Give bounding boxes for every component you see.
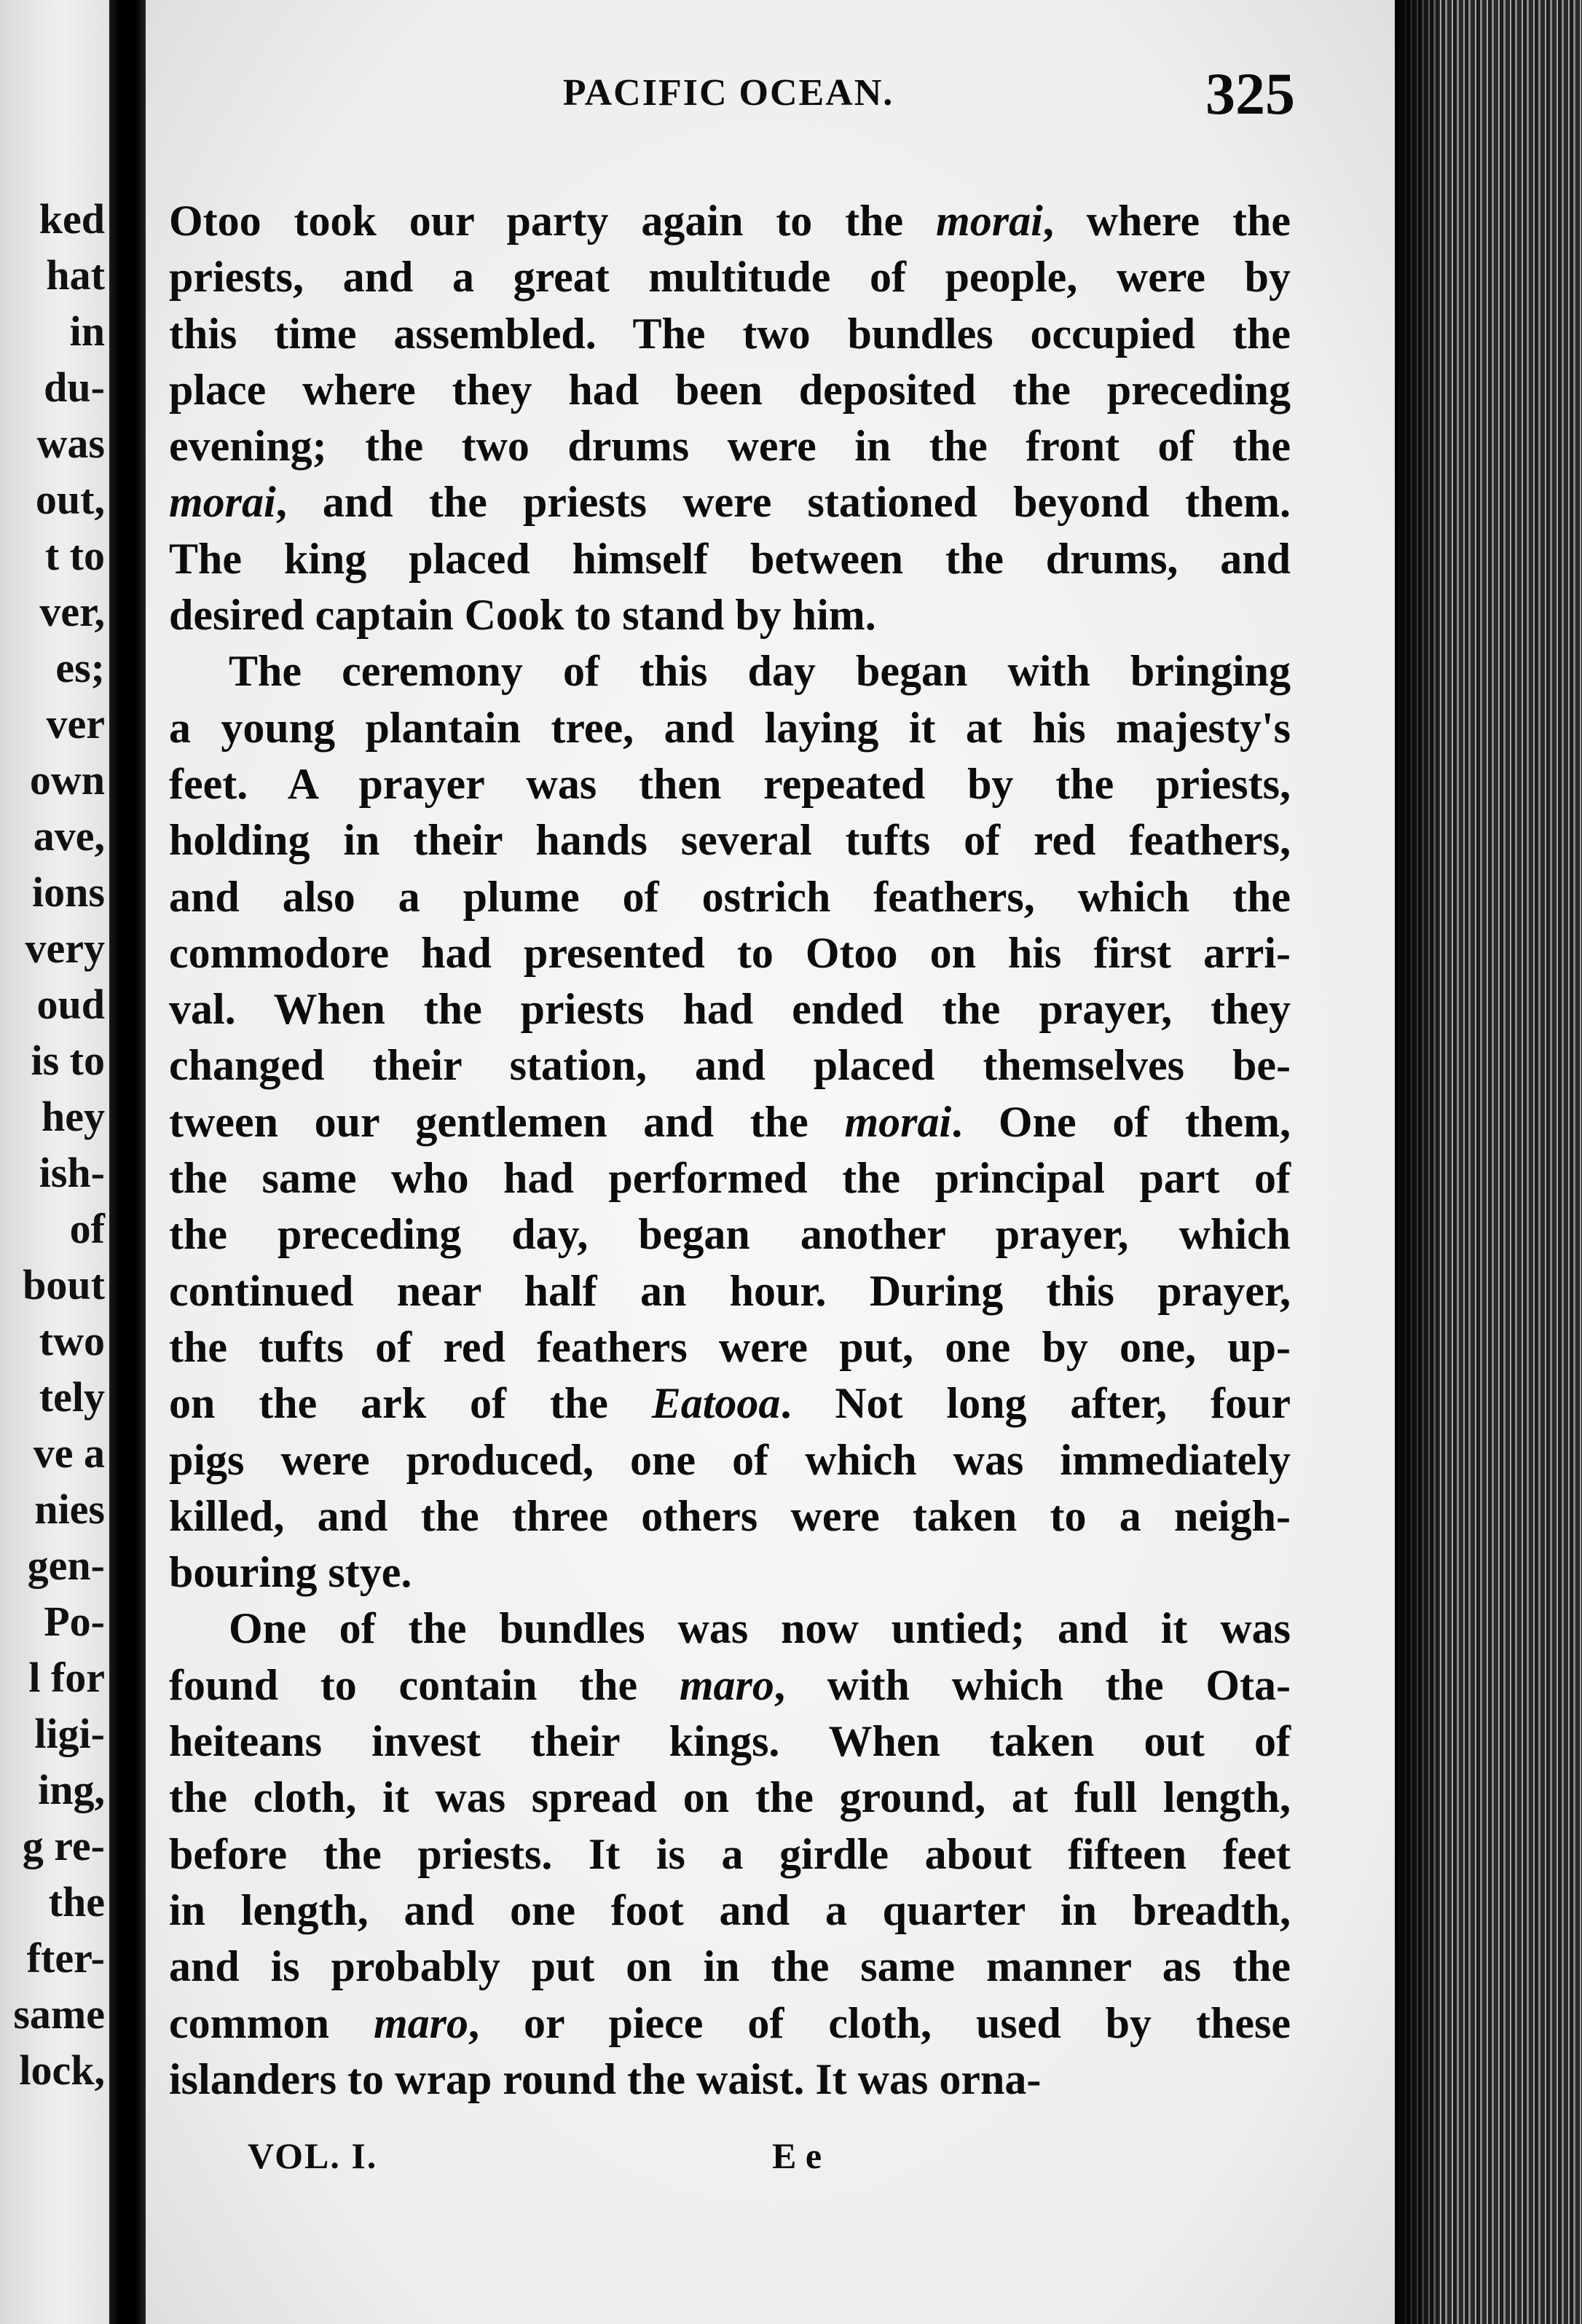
text-segment: priests, and a great multitude of people, were by: [169, 253, 1291, 302]
left-page-fragment: l for: [28, 1654, 105, 1701]
text-segment: . Not long after, four: [780, 1379, 1291, 1428]
text-line: [169, 1037, 1291, 1094]
text-line: [169, 812, 1291, 868]
left-page-fragment: t to: [44, 532, 105, 579]
left-page-fragment: very: [25, 925, 105, 972]
italic-term: morai: [936, 197, 1043, 245]
text-segment: the tufts of red feathers were put, one by one, up-: [169, 1322, 1291, 1371]
text-line: [169, 925, 1291, 981]
left-page-fragment: oud: [36, 981, 105, 1028]
text-segment: the preceding day, began another prayer, which: [169, 1210, 1291, 1259]
text-segment: desired captain Cook to stand by him.: [169, 591, 876, 640]
text-line: [169, 981, 1291, 1037]
text-segment: , with which the Ota-: [774, 1660, 1291, 1709]
left-page-fragment: ave,: [33, 812, 105, 860]
text-segment: heiteans invest their kings. When taken out of: [169, 1717, 1291, 1766]
italic-term: Eatooa: [651, 1379, 781, 1428]
text-segment: val. When the priests had ended the prayer, they: [169, 985, 1291, 1034]
text-line: [169, 1263, 1291, 1319]
left-page-fragment: the: [48, 1878, 105, 1925]
text-segment: , or piece of cloth, used by these: [468, 1998, 1291, 2047]
text-segment: and also a plume of ostrich feathers, which the: [169, 872, 1291, 921]
text-segment: before the priests. It is a girdle about fifteen feet: [169, 1829, 1291, 1878]
text-segment: The king placed himself between the drums, and: [169, 534, 1291, 583]
left-page-fragment: g re-: [22, 1822, 105, 1869]
text-segment: commodore had presented to Otoo on his first arri-: [169, 928, 1291, 977]
text-line: [169, 1488, 1291, 1544]
left-page-fragments: [13, 191, 105, 2098]
text-line: [169, 869, 1291, 925]
text-segment: , where the: [1042, 197, 1291, 245]
text-line: [169, 1544, 1291, 1601]
left-page-fragment: lock,: [19, 2046, 105, 2094]
left-page-fragment: gen-: [27, 1542, 105, 1589]
text-line: [169, 1995, 1291, 2052]
left-page-fragment: is to: [31, 1037, 105, 1084]
left-page-fragment: nies: [34, 1485, 105, 1533]
left-page-fragment: ked: [39, 195, 105, 243]
text-segment: islanders to wrap round the waist. It was orna-: [169, 2054, 1042, 2103]
text-segment: the cloth, it was spread on the ground, at full length,: [169, 1773, 1291, 1822]
left-page-fragment: du-: [44, 364, 105, 411]
left-page-fragment: in: [69, 307, 105, 355]
text-line: [169, 643, 1291, 699]
text-line: [169, 418, 1291, 474]
text-segment: feet. A prayer was then repeated by the priests,: [169, 759, 1291, 808]
text-line: [169, 2052, 1291, 2108]
text-line: [169, 306, 1291, 362]
text-line: [169, 1319, 1291, 1375]
left-facing-page: [0, 0, 109, 2324]
text-segment: in length, and one foot and a quarter in breadth,: [169, 1885, 1291, 1934]
text-segment: place where they had been deposited the preceding: [169, 365, 1291, 414]
left-page-fragment: fter-: [26, 1934, 105, 1982]
left-page-fragment: ligi-: [34, 1710, 105, 1757]
text-segment: killed, and the three others were taken to a neigh-: [169, 1491, 1291, 1540]
running-head: PACIFIC OCEAN.: [562, 72, 894, 114]
italic-term: maro: [679, 1660, 774, 1709]
text-line: [169, 1375, 1291, 1432]
text-line: [169, 700, 1291, 756]
left-page-fragment: hey: [42, 1093, 105, 1140]
text-segment: found to contain the: [169, 1660, 680, 1709]
text-line: [169, 1826, 1291, 1883]
text-line: [169, 193, 1291, 249]
text-segment: tween our gentlemen and the: [169, 1097, 845, 1146]
text-segment: evening; the two drums were in the front of the: [169, 422, 1291, 471]
text-segment: pigs were produced, one of which was immediately: [169, 1435, 1291, 1484]
text-line: [169, 531, 1291, 587]
text-line: [169, 362, 1291, 418]
text-segment: on the ark of the: [169, 1379, 652, 1428]
left-page-fragment: ish-: [39, 1149, 105, 1196]
text-line: [169, 1713, 1291, 1770]
text-segment: and is probably put on in the same manner as the: [169, 1942, 1291, 1991]
left-page-fragment: hat: [46, 251, 105, 299]
text-line: [169, 1770, 1291, 1826]
book-gutter: [109, 0, 146, 2324]
left-page-fragment: same: [13, 1990, 105, 2038]
left-page-fragment: ver: [46, 700, 105, 747]
text-segment: One of the bundles was now untied; and it was: [229, 1604, 1291, 1653]
left-page-fragment: ver,: [39, 588, 105, 635]
text-line: [169, 756, 1291, 812]
text-line: [169, 1206, 1291, 1263]
text-segment: . One of them,: [951, 1097, 1291, 1146]
text-segment: changed their station, and placed themselves be-: [169, 1041, 1291, 1090]
left-page-fragment: ve a: [33, 1429, 105, 1477]
right-page-shadow: [1395, 0, 1439, 2324]
left-page-fragment: of: [69, 1205, 105, 1252]
text-line: [169, 1601, 1291, 1657]
left-page-fragment: Po-: [44, 1598, 105, 1645]
text-line: [169, 474, 1291, 530]
left-page-fragment: tely: [39, 1373, 105, 1421]
left-page-fragment: out,: [35, 476, 105, 523]
left-page-fragment: was: [36, 420, 105, 467]
text-segment: continued near half an hour. During this prayer,: [169, 1266, 1291, 1315]
text-line: [169, 1883, 1291, 1939]
text-segment: , and the priests were stationed beyond them.: [275, 478, 1291, 527]
italic-term: morai: [844, 1097, 952, 1146]
text-segment: common: [169, 1998, 374, 2047]
text-line: [169, 1657, 1291, 1713]
text-line: [169, 1939, 1291, 1995]
italic-term: morai: [169, 478, 276, 527]
left-page-fragment: ing,: [38, 1766, 105, 1813]
left-page-fragment: ions: [32, 868, 105, 916]
text-segment: the same who had performed the principal part of: [169, 1154, 1291, 1203]
left-page-fragment: bout: [23, 1261, 105, 1308]
text-segment: Otoo took our party again to the: [169, 197, 937, 245]
signature-mark: E e: [772, 2135, 822, 2176]
text-line: [169, 249, 1291, 305]
text-segment: this time assembled. The two bundles occupied the: [169, 309, 1291, 358]
text-segment: bouring stye.: [169, 1548, 412, 1597]
page-number: 325: [1205, 60, 1295, 127]
text-line: [169, 1150, 1291, 1206]
text-segment: holding in their hands several tufts of red feathers,: [169, 816, 1291, 865]
body-text: [169, 193, 1291, 2108]
text-segment: a young plantain tree, and laying it at his majesty's: [169, 703, 1291, 752]
text-line: [169, 1432, 1291, 1488]
text-line: [169, 1094, 1291, 1150]
left-page-fragment: own: [29, 756, 105, 804]
left-page-fragment: two: [39, 1317, 105, 1365]
left-page-fragment: es;: [55, 644, 105, 691]
italic-term: maro: [373, 1998, 468, 2047]
text-line: [169, 587, 1291, 643]
text-segment: The ceremony of this day began with bringing: [229, 647, 1291, 696]
signature-line: VOL. I.: [248, 2135, 378, 2176]
